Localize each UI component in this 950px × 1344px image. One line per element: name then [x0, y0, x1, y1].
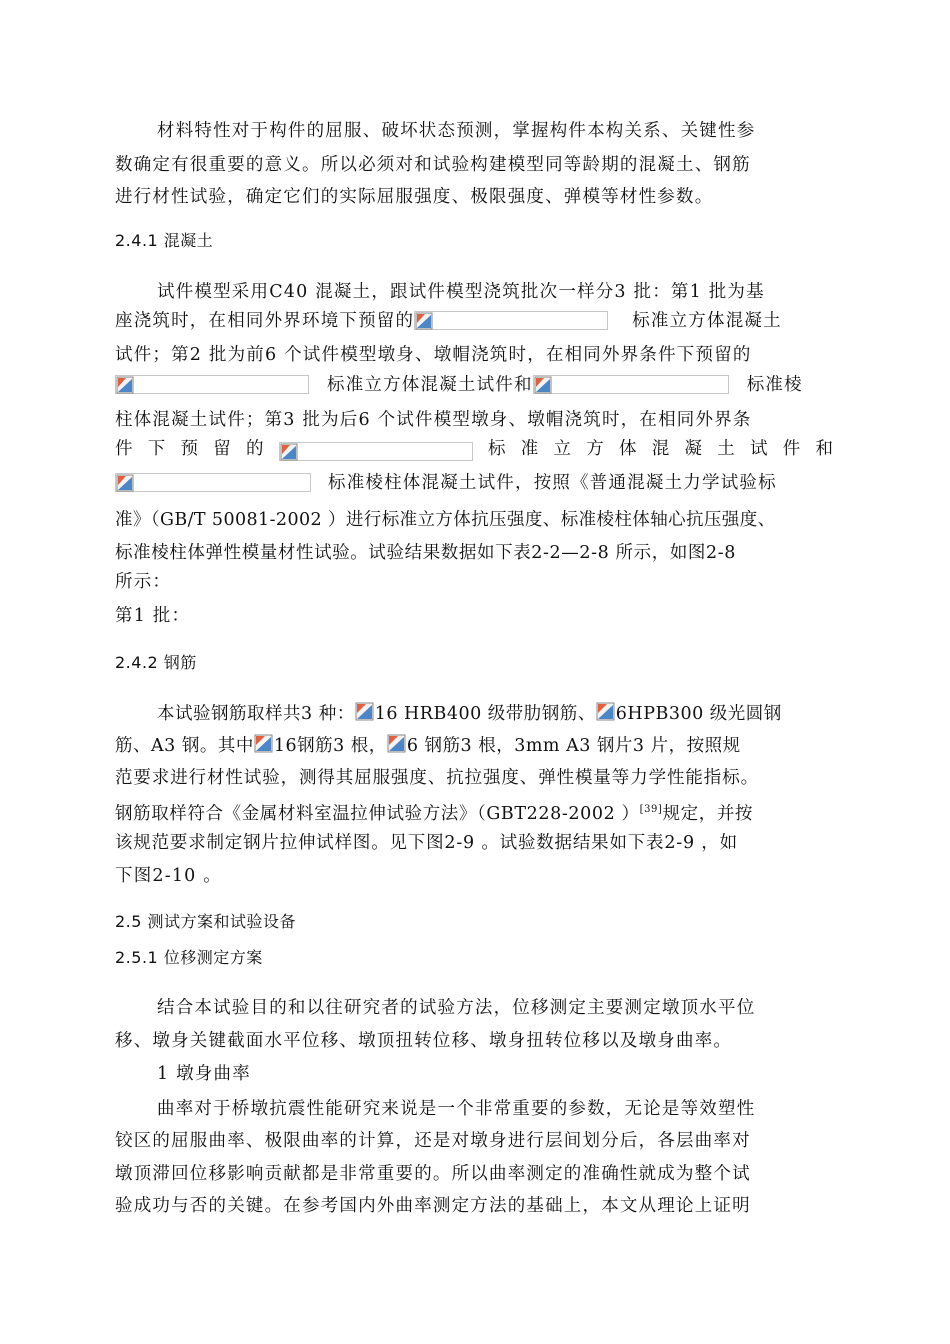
text-run: 和 — [815, 439, 833, 459]
text-run: 准 — [520, 439, 539, 459]
broken-image-placeholder — [414, 311, 608, 330]
text-run: 件 — [782, 439, 801, 459]
section-heading-2-5: 2.5 测试方案和试验设备 — [115, 912, 297, 931]
broken-image-icon — [355, 702, 375, 722]
paragraph-line: 所示： — [115, 572, 172, 592]
text-run: 凝 — [684, 439, 702, 459]
text-run: 座浇筑时，在相同外界环境下预留的 — [115, 311, 415, 331]
paragraph-line: 下图2-10 。 — [115, 866, 222, 886]
broken-image-icon — [415, 312, 433, 330]
section-heading-2-4-1: 2.4.1 混凝土 — [115, 231, 214, 250]
paragraph-line: 试件模型采用C40 混凝土，跟试件模型浇筑批次一样分3 批：第1 批为基 — [157, 282, 765, 302]
paragraph-line: 第1 批： — [115, 606, 191, 626]
text-run: 筋、A3 钢。其中 — [115, 736, 254, 756]
paragraph-line: 验成功与否的关键。在参考国内外曲率测定方法的基础上，本文从理论上证明 — [115, 1196, 751, 1216]
text-run: 立 — [553, 439, 571, 459]
broken-image-placeholder — [115, 473, 311, 492]
paragraph-line — [115, 373, 803, 397]
text-run: 试 — [750, 439, 768, 459]
text-run: 标 — [488, 439, 506, 459]
text-run: 规定，并按 — [662, 803, 754, 824]
paragraph-line — [115, 471, 777, 495]
paragraph-line: 进行材性试验，确定它们的实际屈服强度、极限强度、弹模等材性参数。 — [115, 187, 714, 207]
paragraph-line: 标准棱柱体弹性模量材性试验。试验结果数据如下表2-2—2-8 所示，如图2-8 — [115, 543, 737, 563]
text-run: 标准立方体混凝土试件和 — [327, 375, 533, 395]
paragraph-line: 铰区的屈服曲率、极限曲率的计算，还是对墩身进行层间划分后，各层曲率对 — [115, 1131, 751, 1151]
text-run: 土 — [717, 439, 735, 459]
broken-image-icon — [116, 376, 134, 394]
broken-image-placeholder — [115, 375, 309, 394]
section-heading-2-5-1: 2.5.1 位移测定方案 — [115, 948, 263, 967]
paragraph-line: 材料特性对于构件的屈服、破坏状态预测，掌握构件本构关系、关键性参 — [157, 121, 756, 141]
broken-image-placeholder — [279, 442, 473, 461]
text-run: 16 HRB400 级带肋钢筋、 — [374, 704, 596, 724]
text-run: 下 — [147, 439, 166, 459]
paragraph-line: 数确定有很重要的意义。所以必须对和试验构建模型同等龄期的混凝土、钢筋 — [115, 155, 751, 175]
paragraph-line-justified — [115, 437, 833, 461]
text-run: 16钢筋3 根， — [273, 736, 387, 756]
citation-marker: [39] — [639, 804, 663, 815]
text-run: 标准棱 — [746, 375, 803, 395]
paragraph-line: 范要求进行材性试验，测得其屈服强度、抗拉强度、弹性模量等力学性能指标。 — [115, 768, 759, 788]
text-run: 体 — [619, 439, 637, 459]
paragraph-line: 柱体混凝土试件；第3 批为后6 个试件模型墩身、墩帽浇筑时，在相同外界条 — [115, 410, 752, 430]
text-run: 件 — [115, 439, 133, 459]
broken-image-icon — [116, 474, 134, 492]
paragraph-line — [115, 798, 753, 826]
text-run: 6HPB300 级光圆钢 — [615, 704, 782, 724]
paragraph-line — [115, 309, 782, 333]
text-run: 的 — [246, 439, 264, 459]
paragraph-line: 墩顶滞回位移影响贡献都是非常重要的。所以曲率测定的准确性就成为整个试 — [115, 1164, 751, 1184]
broken-image-icon — [596, 702, 616, 722]
paragraph-line: 曲率对于桥墩抗震性能研究来说是一个非常重要的参数，无论是等效塑性 — [157, 1099, 756, 1119]
subheading: 1 墩身曲率 — [157, 1064, 251, 1084]
paragraph-line: 移、墩身关键截面水平位移、墩顶扭转位移、墩身扭转位移以及墩身曲率。 — [115, 1031, 733, 1051]
text-run: 混 — [651, 439, 670, 459]
section-heading-2-4-2: 2.4.2 钢筋 — [115, 653, 197, 672]
text-run: 本试验钢筋取样共3 种： — [157, 704, 355, 724]
paragraph-line — [115, 734, 741, 758]
text-run: 标准立方体混凝土 — [632, 311, 782, 331]
paragraph-line: 试件；第2 批为前6 个试件模型墩身、墩帽浇筑时，在相同外界条件下预留的 — [115, 345, 752, 365]
paragraph-line — [157, 702, 782, 726]
paragraph-line: 该规范要求制定钢片拉伸试样图。见下图2-9 。试验数据结果如下表2-9 ，如 — [115, 833, 738, 853]
text-run: 标准棱柱体混凝土试件，按照《普通混凝土力学试验标 — [328, 473, 777, 493]
text-run: 钢筋取样符合《金属材料室温拉伸试验方法》（GBT228-2002 ） — [115, 803, 640, 824]
broken-image-icon — [254, 734, 274, 754]
broken-image-placeholder — [533, 375, 729, 394]
paragraph-line: 结合本试验目的和以往研究者的试验方法，位移测定主要测定墩顶水平位 — [157, 998, 756, 1018]
broken-image-icon — [280, 443, 298, 461]
text-run: 方 — [586, 439, 604, 459]
text-run: 6 钢筋3 根，3mm A3 钢片3 片，按照规 — [406, 736, 741, 756]
paragraph-line: 准》（GB/T 50081-2002 ）进行标准立方体抗压强度、标准棱柱体轴心抗压强度、 — [115, 510, 776, 530]
broken-image-icon — [387, 734, 407, 754]
broken-image-icon — [534, 376, 552, 394]
text-run: 留 — [213, 439, 231, 459]
text-run: 预 — [180, 439, 198, 459]
